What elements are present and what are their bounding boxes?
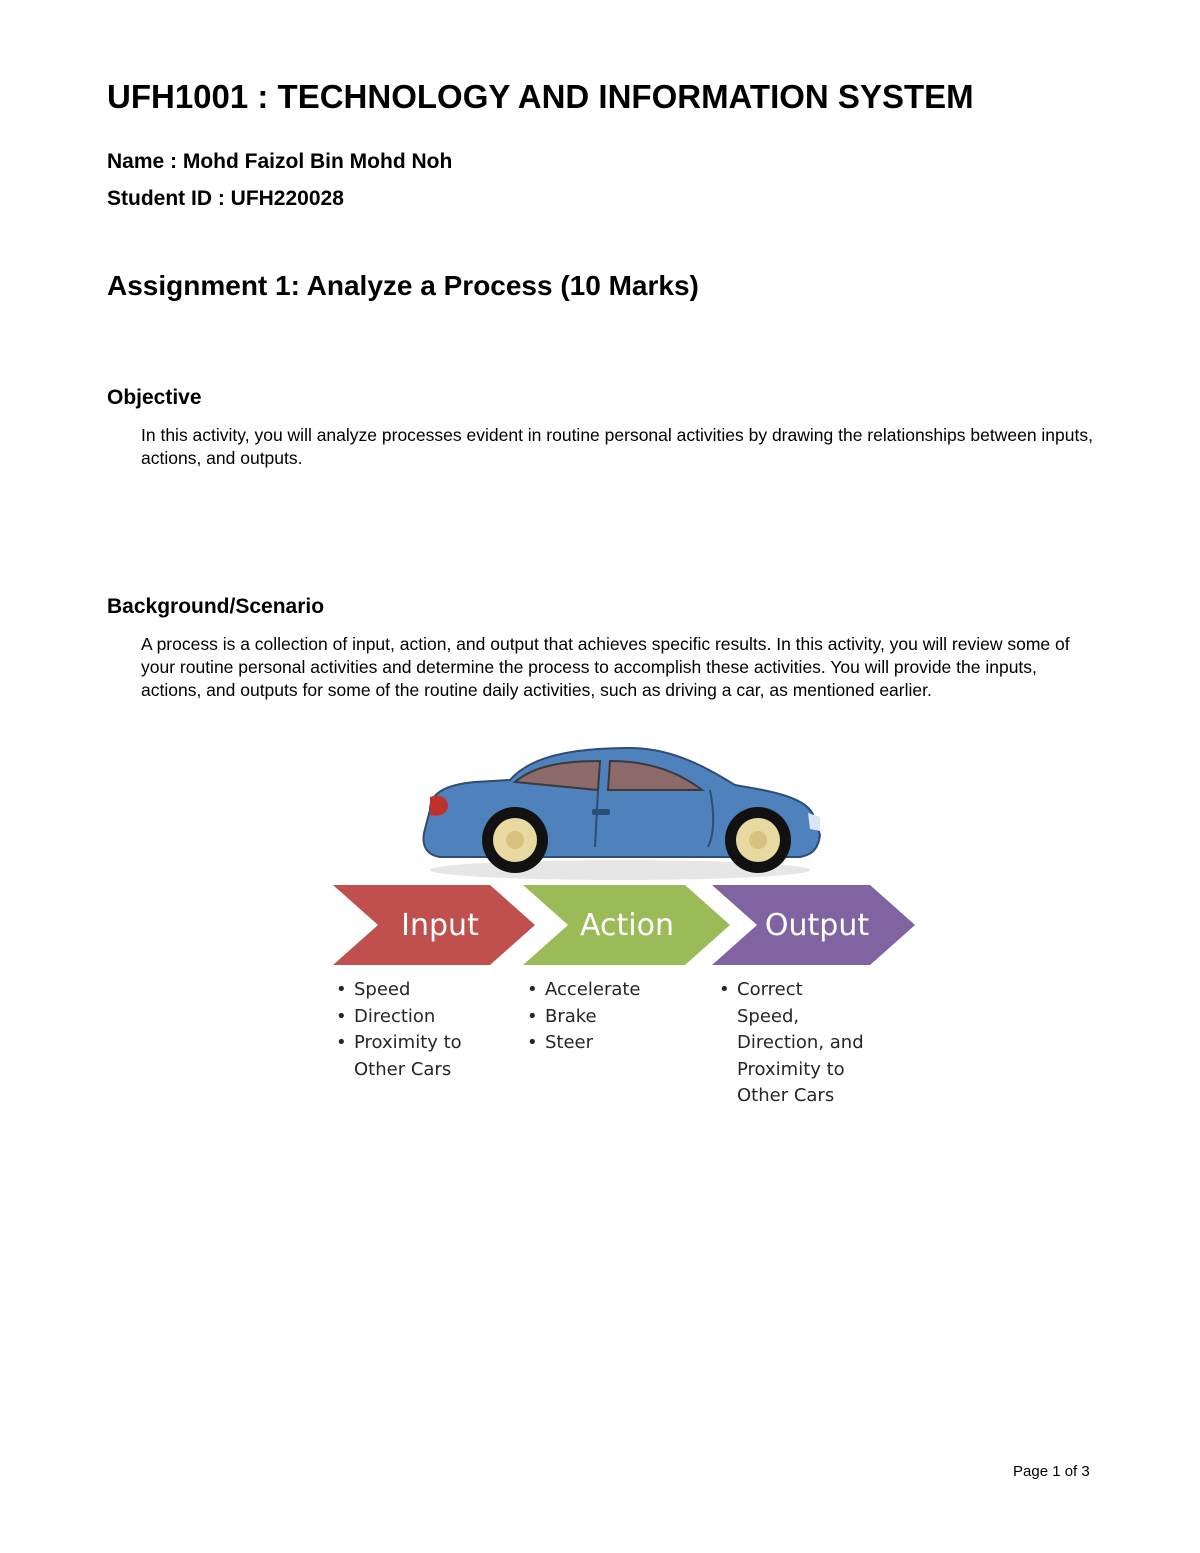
input-list	[334, 977, 484, 1083]
background-heading: Background/Scenario	[107, 595, 325, 618]
objective-text: In this activity, you will analyze processes evident in routine personal activities by drawing the relationships between inputs, actions, and outputs.	[141, 425, 1093, 468]
action-label: Action	[580, 908, 674, 943]
list-item: • Steer	[525, 1030, 675, 1057]
student-name: Name : Mohd Faizol Bin Mohd Noh	[107, 150, 453, 173]
input-label: Input	[401, 908, 479, 943]
output-label: Output	[764, 908, 870, 943]
list-item: • Direction	[334, 1004, 484, 1031]
objective-heading: Objective	[107, 386, 202, 409]
assignment-title: Assignment 1: Analyze a Process (10 Marks)	[107, 270, 699, 301]
document-title: UFH1001 : TECHNOLOGY AND INFORMATION SYSTEM	[107, 78, 974, 115]
list-item: • Accelerate	[525, 977, 675, 1004]
list-item: • Brake	[525, 1004, 675, 1031]
list-item: • Proximity to Other Cars	[334, 1030, 484, 1083]
car-icon	[424, 748, 820, 880]
list-item: • Speed	[334, 977, 484, 1004]
student-id: Student ID : UFH220028	[107, 187, 344, 210]
background-text: A process is a collection of input, action, and output that achieves specific results. In this activity, you will review some of your routine personal activities and determine the process to accomplish these activities. You will provide the inputs, actions, and outputs for some of the routine daily activities, such as driving a car, as mentioned earlier.	[141, 634, 1070, 700]
action-list	[525, 977, 675, 1057]
list-item: • Correct Speed, Direction, and Proximity to Other Cars	[717, 977, 867, 1110]
page-number: Page 1 of 3	[1013, 1463, 1090, 1480]
output-list	[717, 977, 867, 1110]
